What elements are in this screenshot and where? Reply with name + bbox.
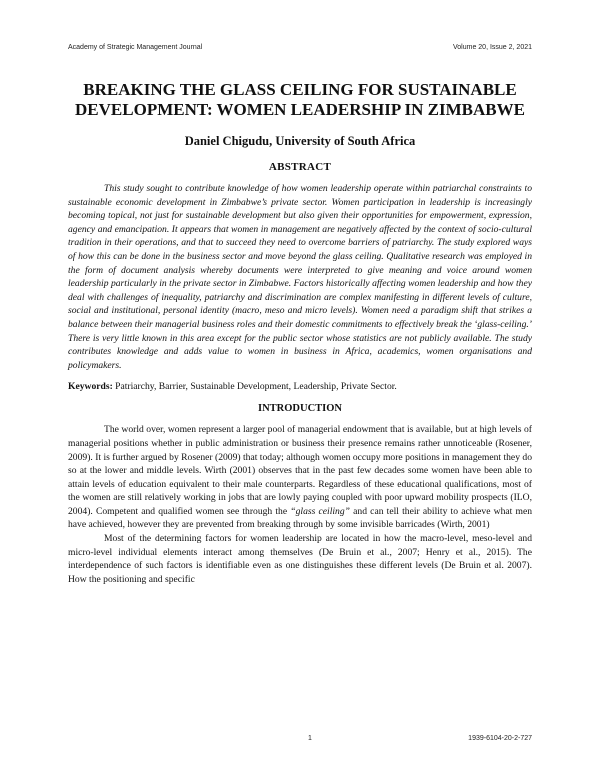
keywords-label: Keywords: [68, 381, 113, 393]
document-code: 1939-6104-20-2-727 [468, 735, 532, 742]
keywords-list: Patriarchy, Barrier, Sustainable Development, Leadership, Private Sector. [115, 381, 397, 393]
intro-p1-part-b: and can tell their ability to achieve what men have achieved, however they are prevented from breaking through by some invisible barricades (Wirth, 2001) [68, 505, 532, 531]
abstract-text: This study sought to contribute knowledge of how women leadership operate within patriarchal constraints to sustainable economic development in Zimbabwe’s private sector. Women participation in leadership is increasingly becoming topical, not just for sustainable development but also given their opportunities for empowerment, expression, agency and emancipation. It appears that women in management are negatively affected by the context of socio-cultural tradition in their operations, and that to succeed they need to overcome barriers of patriarchy. The study explored ways of how this can be done in the business sector and move beyond the glass ceiling. Qualitative research was employed in the form of document analysis whereby documents were interpreted to give meaning and voice around women leadership particularly in the private sector in Zimbabwe. Factors historically affecting women leadership and how they deal with challenges of inequality, patriarchy and discrimination are complex manifesting in different levels of culture, social and institutional, personal identity (macro, meso and micro levels). Women need a paradigm shift that strikes a balance between their managerial business roles and their domestic commitments to effectively break the ‘glass-ceiling.’ There is very little known in this area except for the public sector whose statistics are not publicly available. The study contributes knowledge and adds value to women in business in Africa, academics, women organisations and policymakers. [68, 183, 532, 371]
intro-p1-italic-term: “glass ceiling” [290, 505, 350, 517]
page-number: 1 [308, 735, 312, 742]
author-line: Daniel Chigudu, University of South Africa [184, 134, 416, 148]
running-header [68, 44, 532, 56]
intro-paragraph-1 [68, 423, 532, 532]
abstract-heading: ABSTRACT [268, 161, 332, 173]
journal-name: Academy of Strategic Management Journal [68, 44, 203, 51]
article-body [68, 80, 532, 586]
page-footer [68, 735, 532, 747]
intro-p1-part-a: The world over, women represent a larger pool of managerial endowment that is available, but at high levels of managerial positions whether in public administration or business their presence remains rather unnoticeable (Rosener, 2009). It is further argued by Rosener (2009) that today; although women occupy more positions in management they do so at the lower and middle levels. Wirth (2001) observes that in the past few decades some women have been able to attain levels of education equivalent to their male counterparts. Regardless of these educational qualifications, most of the women are still relatively working in jobs that are lowly paying coupled with poor upward mobility prospects (ILO, 2004). Competent and qualified women see through the [68, 424, 532, 517]
keywords-line [68, 381, 532, 392]
volume-issue: Volume 20, Issue 2, 2021 [453, 44, 532, 51]
article-title: BREAKING THE GLASS CEILING FOR SUSTAINABLE DEVELOPMENT: WOMEN LEADERSHIP IN ZIMBABWE [75, 80, 525, 119]
intro-paragraph-2: Most of the determining factors for women leadership are located in how the macro-level, meso-level and micro-level individual elements interact among themselves (De Bruin et al., 2007; Henry et al., 2015). The interdependence of such factors is identifiable even as one distinguishes these different levels (De Bruin et al. 2007). How the positioning and specific [68, 533, 532, 585]
introduction-heading: INTRODUCTION [257, 403, 342, 415]
